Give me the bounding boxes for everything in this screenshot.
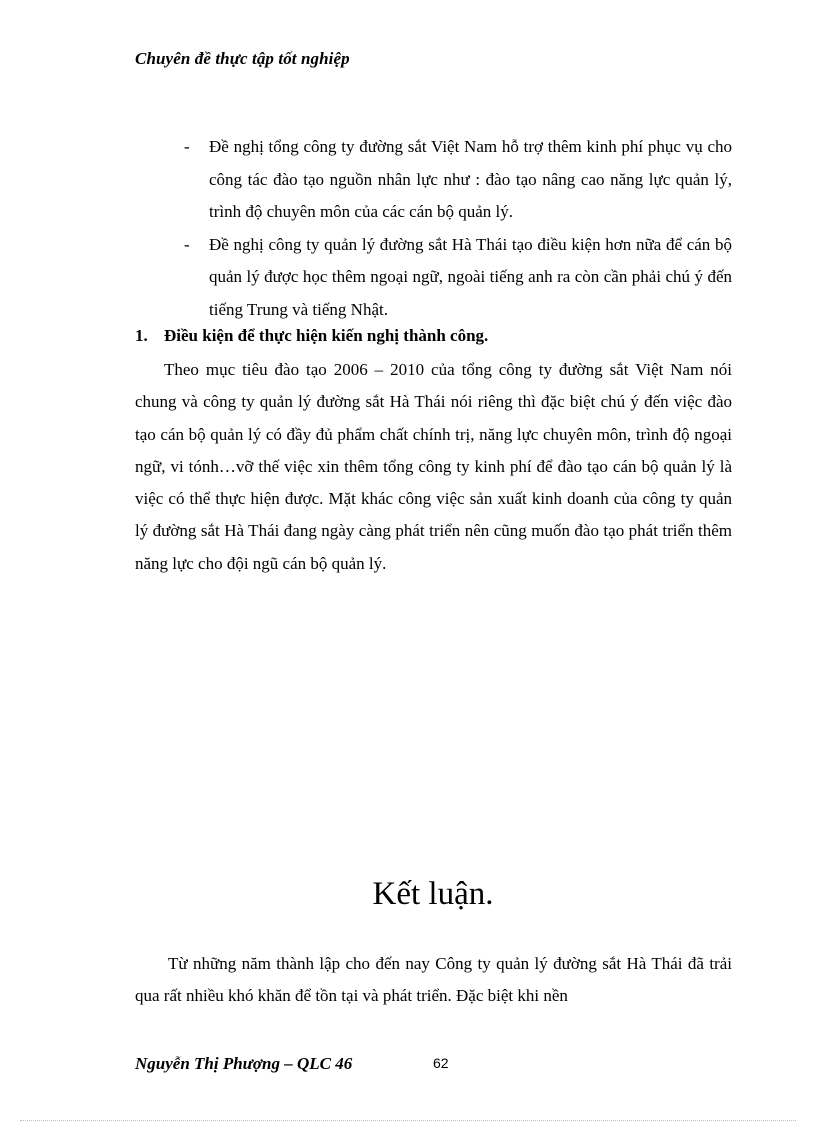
body-paragraph: Theo mục tiêu đào tạo 2006 – 2010 của tổng công ty đường sắt Việt Nam nói chung và công ty quản lý đường sắt Hà Thái nói riêng thì đặc biệt chú ý đến việc đào tạo cán bộ quản lý có đầy đủ phẩm chất chính trị, năng lực chuyên môn, trình độ ngoại ngữ, vi tónh…vỡ thế việc xin thêm tổng công ty kinh phí để đào tạo cán bộ quản lý là việc có thể thực hiện được. Mặt khác công việc sản xuất kinh doanh của công ty quản lý đường sắt Hà Thái đang ngày càng phát triển nên cũng muốn đào tạo phát triển thêm năng lực cho đội ngũ cán bộ quản lý. xyxy=(135,360,732,573)
list-item xyxy=(182,131,732,229)
conclusion-title: Kết luận. xyxy=(372,876,494,912)
recommendation-list xyxy=(182,131,732,326)
section-heading xyxy=(135,326,488,346)
running-header: Chuyên đề thực tập tốt nghiệp xyxy=(135,49,350,68)
footer-author: Nguyễn Thị Phượng – QLC 46 xyxy=(135,1054,353,1073)
bullet-dash: - xyxy=(184,137,190,156)
list-item-text: Đề nghị tổng công ty đường sắt Việt Nam hỗ trợ thêm kinh phí phục vụ cho công tác đào tạo nguồn nhân lực như : đào tạo nâng cao năng lực quản lý, trình độ chuyên môn của các cán bộ quản lý. xyxy=(209,137,732,221)
section-number: 1. xyxy=(135,326,148,345)
page-bottom-divider xyxy=(20,1120,796,1121)
list-item-text: Đề nghị công ty quản lý đường sắt Hà Thái tạo điều kiện hơn nữa để cán bộ quản lý được học thêm ngoại ngữ, ngoài tiếng anh ra còn cần phải chú ý đến tiếng Trung và tiếng Nhật. xyxy=(209,234,732,319)
list-item xyxy=(182,229,732,327)
section-heading-text: Điều kiện để thực hiện kiến nghị thành công. xyxy=(164,326,489,345)
page-number: 62 xyxy=(433,1055,449,1071)
conclusion-paragraph: Từ những năm thành lập cho đến nay Công ty quản lý đường sắt Hà Thái đã trải qua rất nhiều khó khăn để tồn tại và phát triển. Đặc biệt khi nền xyxy=(135,954,732,1006)
bullet-dash: - xyxy=(184,234,190,254)
